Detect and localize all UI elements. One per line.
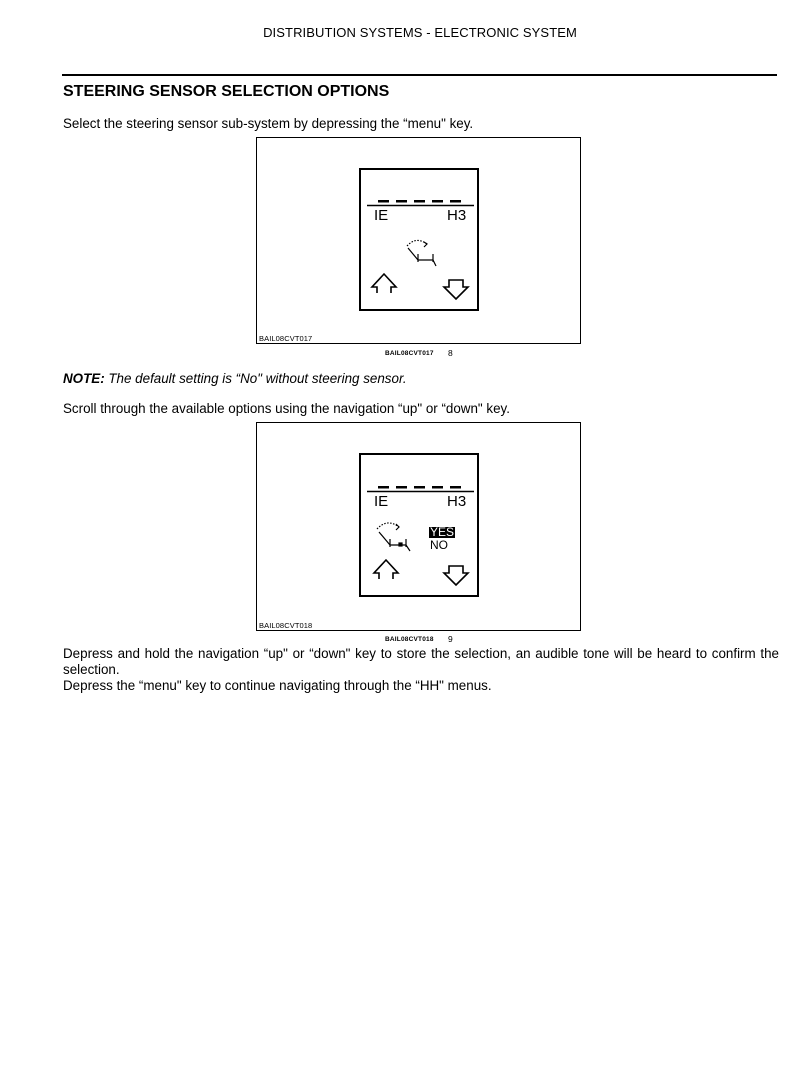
figure-number: 8: [448, 348, 453, 358]
continue-paragraph: Depress the “menu" key to continue navigating through the “HH" menus.: [63, 678, 492, 693]
display-label-left: IE: [374, 207, 389, 224]
down-arrow-icon: [444, 280, 468, 299]
note-paragraph: [63, 371, 407, 387]
up-arrow-icon: [372, 274, 396, 293]
figure-2-frame: [256, 422, 581, 631]
figure-code: BAIL08CVT018: [259, 621, 313, 630]
display-graphics: [361, 455, 477, 595]
section-title: STEERING SENSOR SELECTION OPTIONS: [63, 83, 390, 100]
display-screen: [359, 168, 479, 311]
figure-number: 9: [448, 634, 453, 644]
display-label-right: H3: [447, 207, 467, 224]
dash-indicators: [378, 200, 461, 203]
note-text: The default setting is “No" without steering sensor.: [104, 371, 407, 386]
up-arrow-icon: [374, 560, 398, 579]
figure-1-frame: [256, 137, 581, 344]
store-paragraph: Depress and hold the navigation “up" or “down" key to store the selection, an audible tone will be heard to confirm the selection.: [63, 646, 779, 677]
display-graphics: [361, 170, 477, 309]
display-label-right: H3: [447, 493, 467, 510]
note-label: NOTE:: [63, 371, 105, 386]
steering-sensor-icon: [407, 240, 436, 266]
steering-sensor-icon: [377, 523, 410, 551]
scroll-paragraph: Scroll through the available options using the navigation “up" or “down" key.: [63, 401, 510, 416]
figure-caption: BAIL08CVT018: [385, 636, 434, 643]
display-screen: [359, 453, 479, 597]
page-header: DISTRIBUTION SYSTEMS - ELECTRONIC SYSTEM: [263, 25, 577, 40]
display-label-left: IE: [374, 493, 389, 510]
figure-code: BAIL08CVT017: [259, 334, 313, 343]
dash-indicators: [378, 486, 461, 489]
down-arrow-icon: [444, 566, 468, 585]
intro-paragraph: Select the steering sensor sub-system by depressing the “menu" key.: [63, 116, 474, 131]
option-yes-selected: YES: [430, 525, 455, 539]
figure-caption: BAIL08CVT017: [385, 350, 434, 357]
option-no: NO: [430, 538, 448, 552]
header-rule: [62, 74, 777, 76]
